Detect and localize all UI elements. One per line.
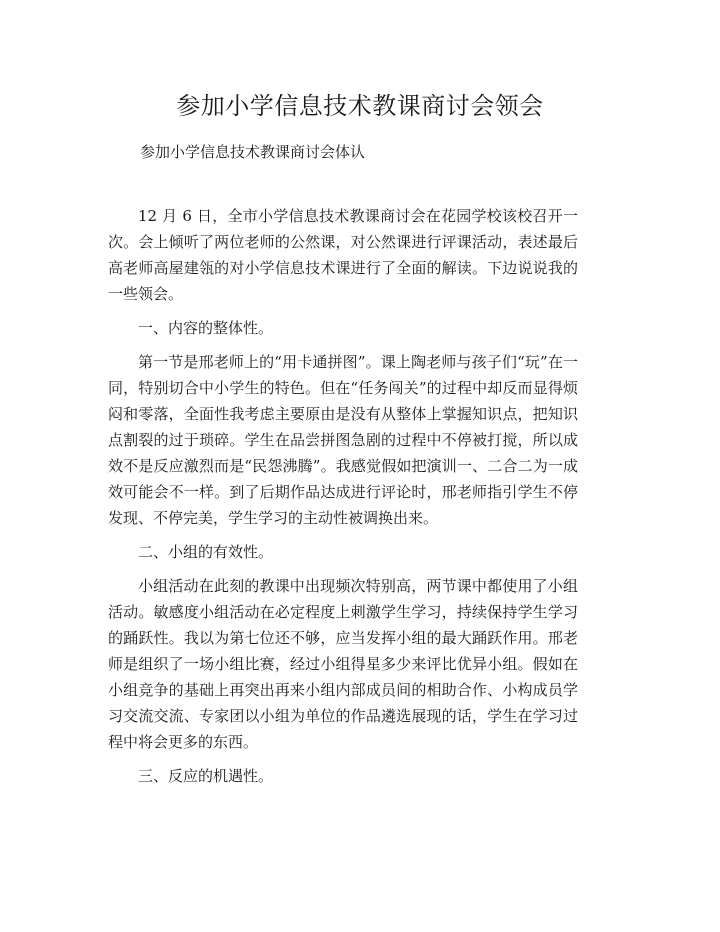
document-body <box>108 203 578 789</box>
paragraph-intro: 12 月 6 日，全市小学信息技术教课商讨会在花园学校该校召开一次。会上倾听了两位老师的公然课，对公然课进行评课活动，表述最后高老师高屋建瓴的对小学信息技术课进行了全面的解读。下边说说我的一些领会。 <box>108 207 578 303</box>
document-subtitle: 参加小学信息技术教课商讨会体认 <box>140 143 366 161</box>
paragraph-section-2: 小组活动在此刻的教课中出现频次特别高，两节课中都使用了小组活动。敏感度小组活动在必定程度上刺激学生学习，持续保持学生学习的踊跃性。我以为第七位还不够，应当发挥小组的最大踊跃作用。邢老师是组织了一场小组比赛，经过小组得星多少来评比优异小组。假如在小组竞争的基础上再突出再来小组内部成员间的相助合作、小构成员学习交流交流、专家团以小组为单位的作品遴选展现的话，学生在学习过程中将会更多的东西。 <box>108 577 578 751</box>
section-heading-3: 三、反应的机遇性。 <box>138 767 274 785</box>
document-title: 参加小学信息技术教课商讨会领会 <box>176 92 544 120</box>
section-heading-2: 二、小组的有效性。 <box>138 543 274 561</box>
section-heading-1: 一、内容的整体性。 <box>138 319 274 337</box>
paragraph-section-1: 第一节是邢老师上的“用卡通拼图”。课上陶老师与孩子们“玩”在一同，特别切合中小学生的特色。但在“任务闯关”的过程中却反而显得烦闷和零落，全面性我考虑主要原由是没有从整体上掌握知识点，把知识点割裂的过于琐碎。学生在品尝拼图急剧的过程中不停被打搅，所以成效不是反应激烈而是“民怨沸腾”。我感觉假如把演训一、二合二为一成效可能会不一样。到了后期作品达成进行评论时，邢老师指引学生不停发现、不停完美，学生学习的主动性被调换出来。 <box>108 353 578 527</box>
